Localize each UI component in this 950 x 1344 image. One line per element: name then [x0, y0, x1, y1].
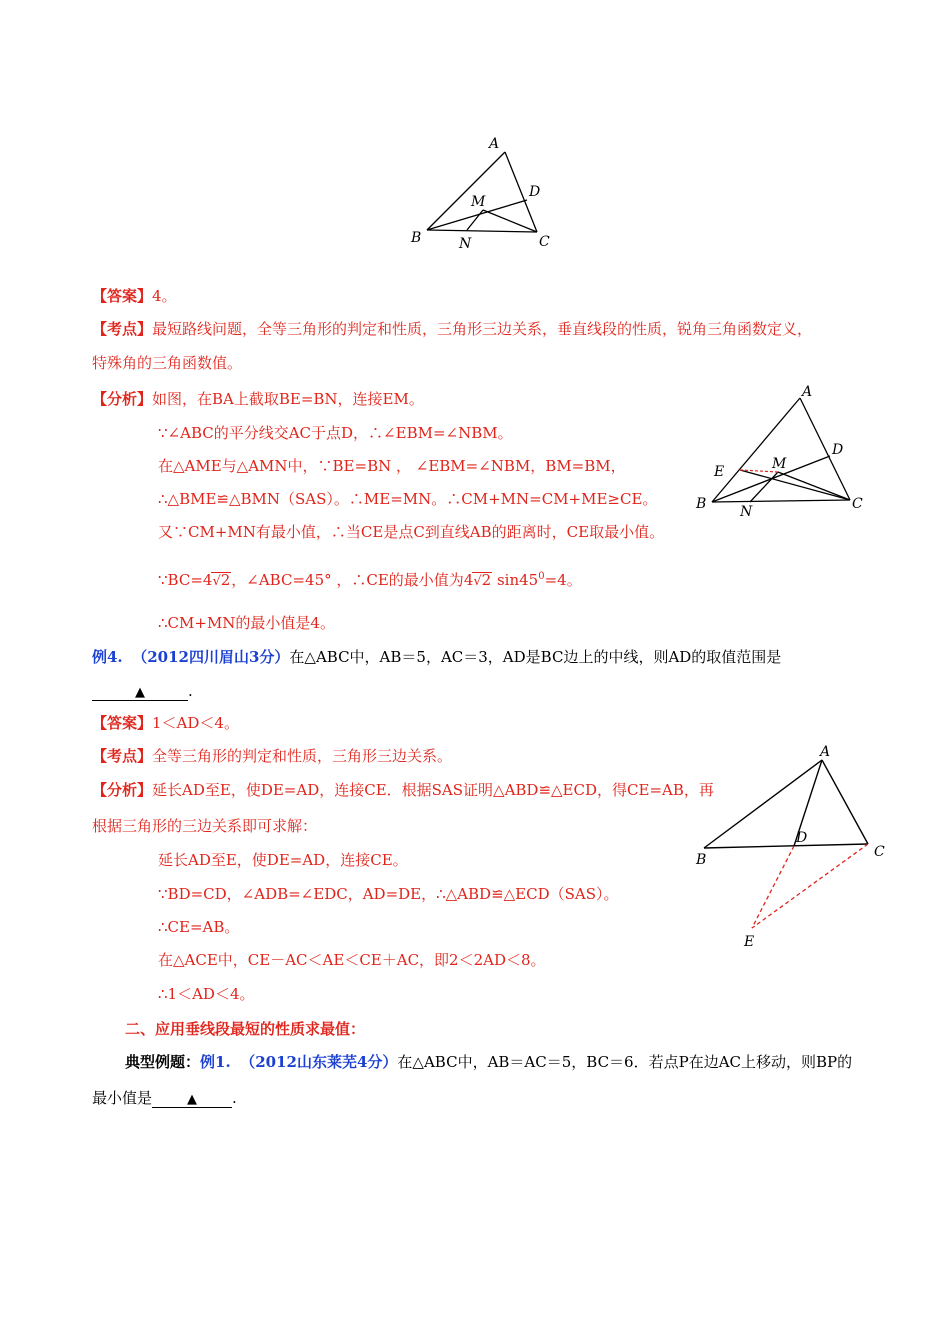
segment-de	[752, 846, 794, 928]
example-4-step-1: 延长AD至E，使DE=AD，连接CE。	[158, 851, 408, 869]
label-a: A	[802, 384, 813, 400]
segment-ce	[752, 844, 868, 928]
figure-triangle-1	[405, 130, 565, 255]
example-4-step-3: ∴CE=AB。	[158, 918, 240, 936]
label-a: A	[820, 744, 831, 760]
step-6: ∴CM+MN的最小值是4。	[158, 614, 335, 632]
label-m: M	[471, 194, 486, 210]
segment-ac	[822, 760, 868, 844]
label-a: A	[489, 136, 500, 152]
segment-ab	[712, 398, 800, 502]
step-2: 在△AME与△AMN中，∵BE=BN ， ∠EBM=∠NBM，BM=BM，	[158, 457, 626, 475]
step-3: ∴△BME≌△BMN（SAS）。∴ME=MN。∴CM+MN=CM+ME≥CE。	[158, 490, 658, 508]
example-4-answer: 【答案】1＜AD＜4。	[92, 714, 239, 732]
example-4-step-5: ∴1＜AD＜4。	[158, 985, 255, 1003]
step-5: ∵BC=4√2，∠ABC=45° ，∴CE的最小值为4√2 $\sin 45^0=4$。	[158, 571, 582, 589]
example-4-analysis: 【分析】延长AD至E，使DE=AD，连接CE．根据SAS证明△ABD≌△ECD，得CE=AB，再	[92, 781, 714, 799]
step-1: ∵∠ABC的平分线交AC于点D，∴∠EBM=∠NBM。	[158, 424, 513, 442]
example-4-analysis-2: 根据三角形的三边关系即可求解：	[92, 817, 318, 835]
label-b: B	[411, 230, 422, 246]
keypoint-line: 【考点】最短路线问题，全等三角形的判定和性质，三角形三边关系，垂直线段的性质，锐角三角函数定义，	[92, 320, 813, 338]
step-4: 又∵CM+MN有最小值，∴当CE是点C到直线AB的距离时，CE取最小值。	[158, 523, 665, 541]
segment-mc	[778, 472, 850, 500]
example-4-blank-line: ▲ .	[92, 680, 193, 702]
section-2-example: 典型例题：例1. （2012山东莱芜4分）在△ABC中，AB＝AC＝5，BC＝6．若点P在边AC上移动，则BP的	[125, 1053, 853, 1071]
label-d: D	[796, 830, 808, 846]
segment-bc	[427, 230, 537, 232]
example-4-keypoint: 【考点】全等三角形的判定和性质，三角形三边关系。	[92, 747, 453, 765]
analysis-line: 【分析】如图，在BA上截取BE=BN，连接EM。	[92, 390, 424, 408]
answer-line: 【答案】4。	[92, 287, 177, 305]
example-4-step-2: ∵BD=CD，∠ADB=∠EDC，AD=DE，∴△ABD≌△ECD（SAS）。	[158, 885, 619, 903]
segment-mn	[467, 210, 483, 230]
label-c: C	[874, 844, 885, 860]
label-e: E	[744, 934, 755, 950]
label-n: N	[740, 504, 753, 520]
figure-triangle-3	[690, 738, 890, 953]
label-n: N	[459, 236, 472, 252]
answer-blank: ▲	[152, 1089, 232, 1108]
label-b: B	[696, 852, 707, 868]
label-c: C	[539, 234, 550, 250]
section-2-title: 二、应用垂线段最短的性质求最值：	[125, 1020, 366, 1038]
label-d: D	[529, 184, 541, 200]
label-c: C	[852, 496, 863, 512]
section-2-example-line-2: 最小值是 ▲ .	[92, 1089, 237, 1107]
segment-bc	[704, 844, 868, 848]
example-4-step-4: 在△ACE中，CE－AC＜AE＜CE＋AC，即2＜2AD＜8。	[158, 951, 546, 969]
figure-triangle-2	[690, 382, 870, 520]
label-d: D	[832, 442, 844, 458]
label-b: B	[696, 496, 707, 512]
label-e: E	[714, 464, 725, 480]
segment-bc	[712, 500, 850, 502]
answer-blank: ▲	[92, 682, 188, 701]
label-m: M	[772, 456, 787, 472]
keypoint-line-2: 特殊角的三角函数值。	[92, 354, 243, 372]
example-4-question: 例4. （2012四川眉山3分）在△ABC中，AB＝5，AC＝3，AD是BC边上的中线，则AD的取值范围是	[92, 648, 782, 666]
